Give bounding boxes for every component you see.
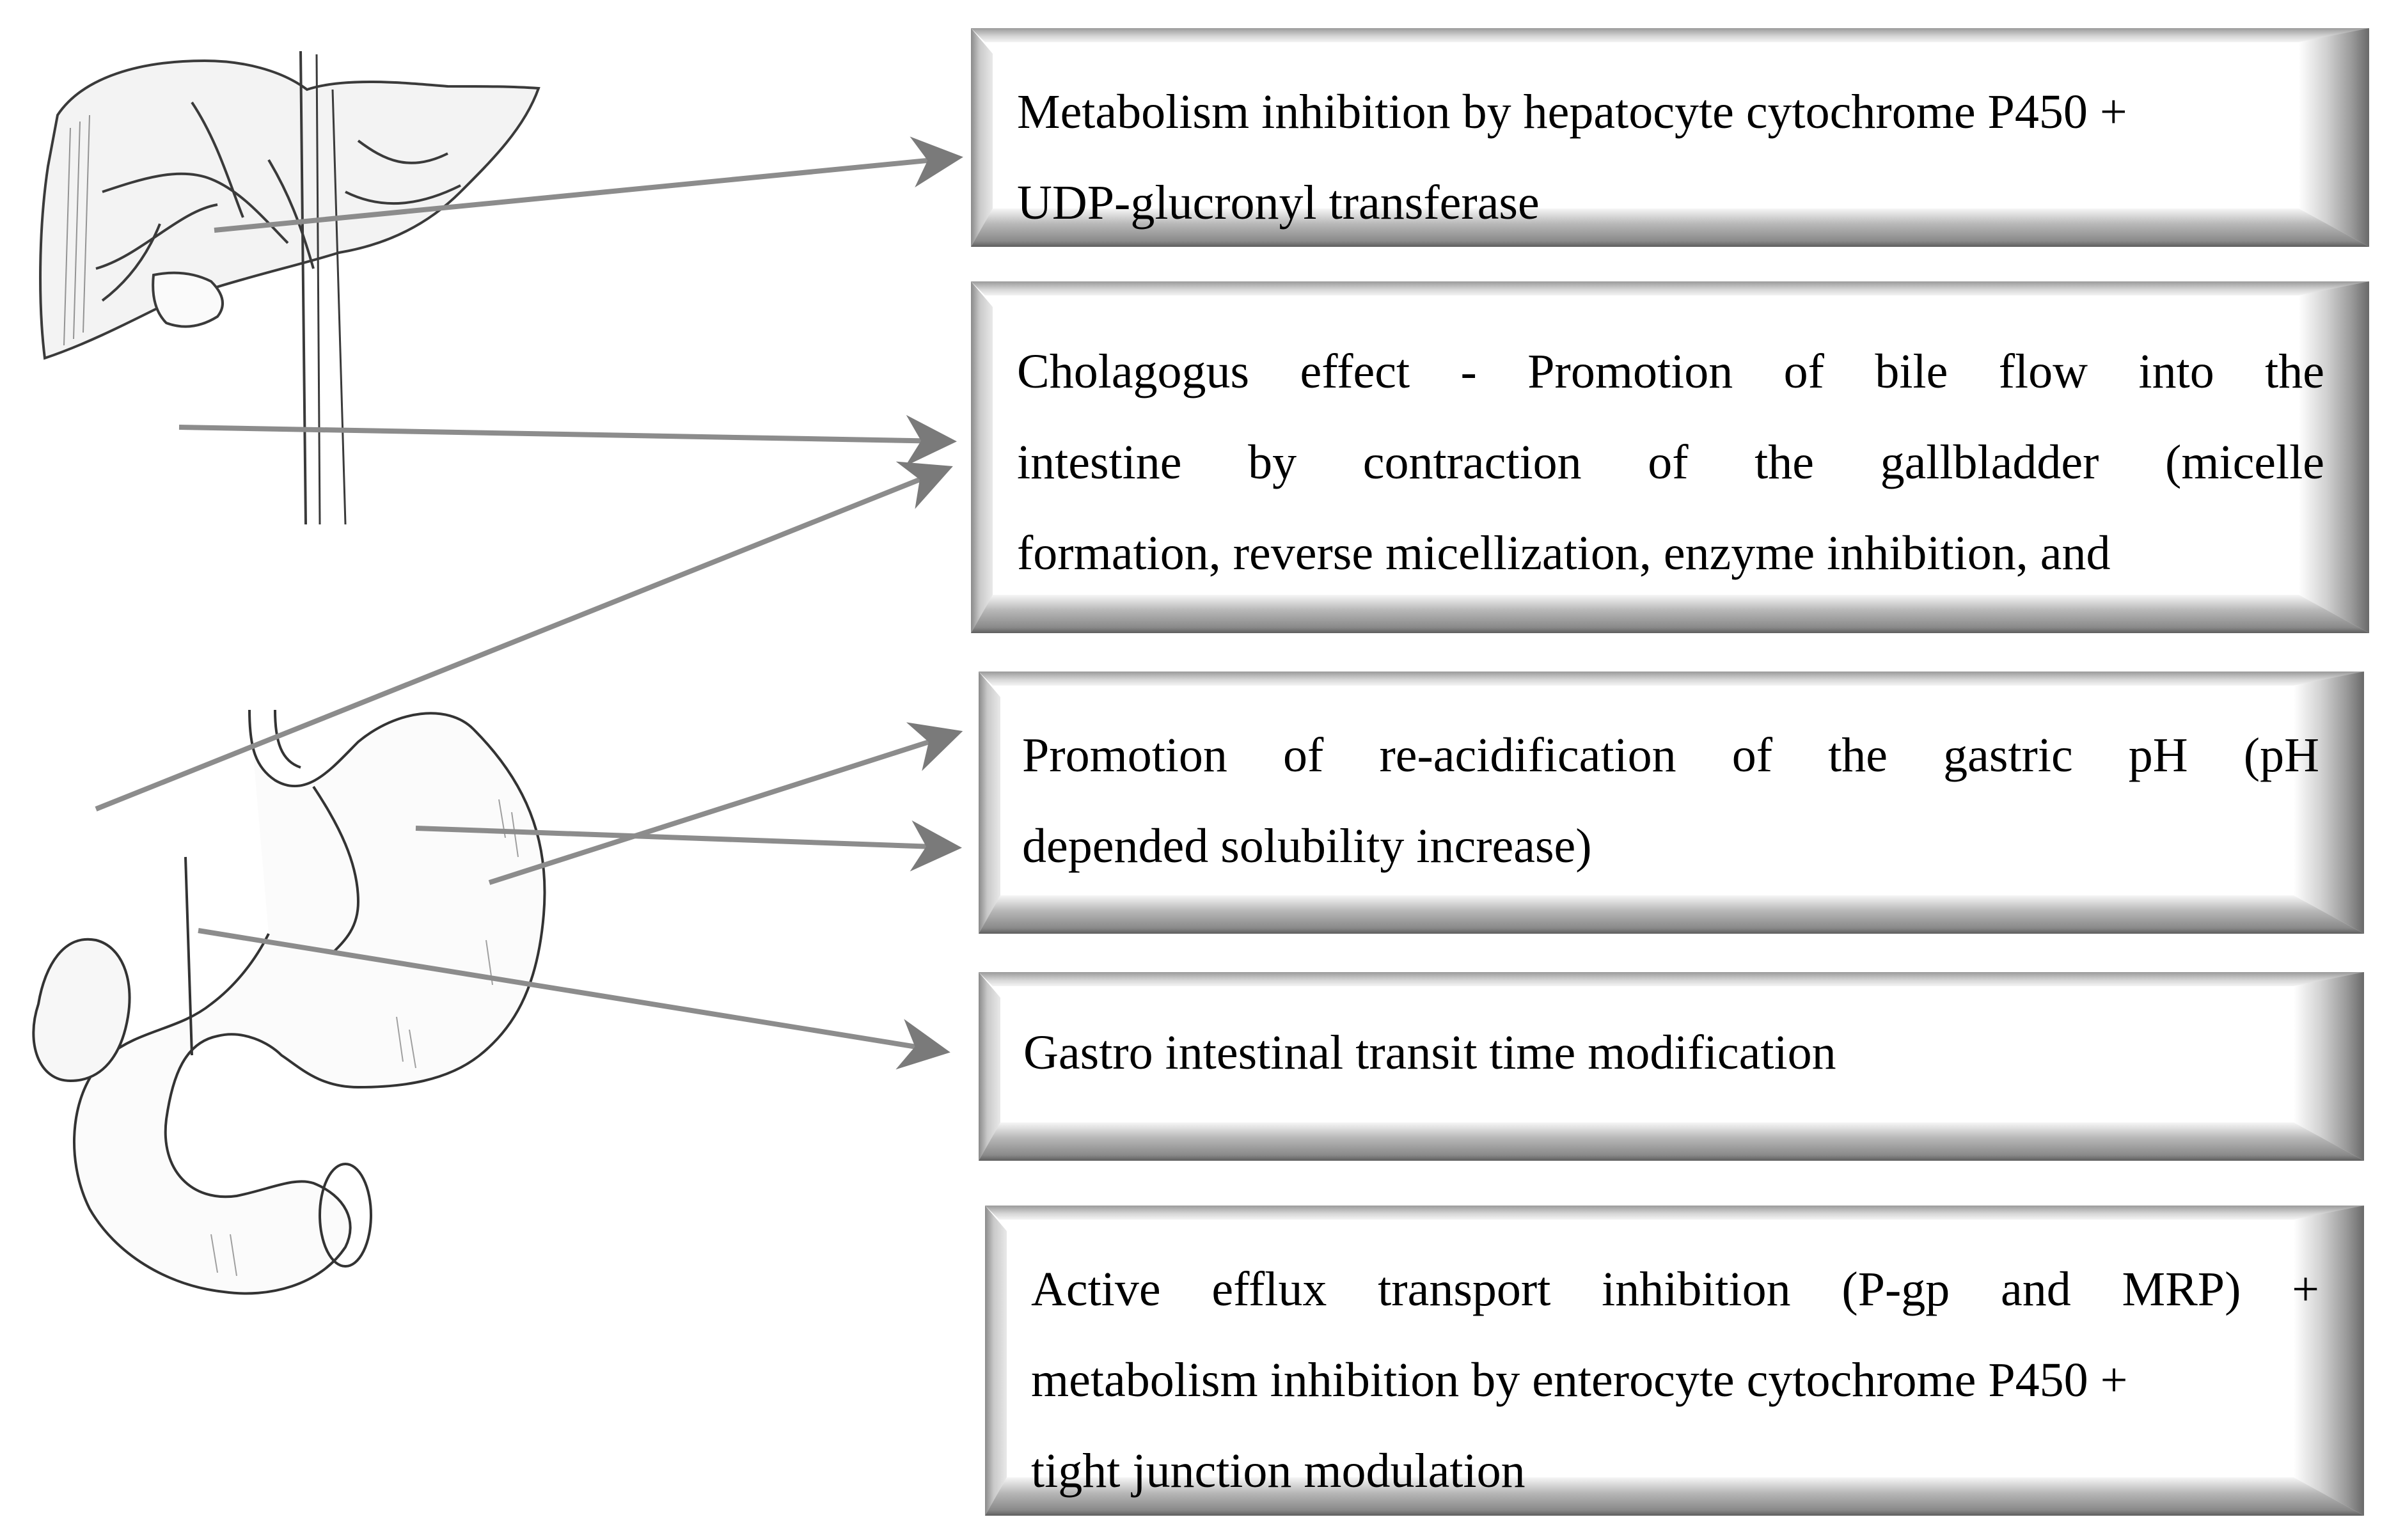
bevel-left <box>979 672 1000 934</box>
bevel-top <box>971 28 2369 42</box>
bevel-top <box>971 281 2369 295</box>
box-text-line: Active efflux transport inhibition (P-gp and MRP) + <box>1031 1262 2319 1316</box>
box-text-line: Cholagogus effect - Promotion of bile flow into the <box>1017 345 2324 398</box>
effect-box-gi-transit <box>979 972 2364 1161</box>
effect-box-gastric-ph <box>979 672 2364 934</box>
bevel-top <box>979 972 2364 986</box>
arrow-duodenum-to-box-5 <box>198 931 940 1051</box>
box-text-line: depended solubility increase) <box>1022 819 1592 873</box>
effect-box-efflux-transport <box>985 1206 2364 1516</box>
arrow-liver-to-box-1 <box>214 158 953 230</box>
box-text-line: Metabolism inhibition by hepatocyte cytochrome P450 + <box>1017 85 2127 139</box>
bevel-bottom <box>979 895 2364 934</box>
box-text-line: Promotion of re-acidification of the gastric pH (pH <box>1022 728 2319 782</box>
effect-box-cholagogus <box>971 281 2369 633</box>
box-text-line: intestine by contraction of the gallbladder (micelle <box>1017 436 2324 489</box>
effect-box-hepatic-metabolism <box>971 28 2369 247</box>
bevel-bottom <box>971 595 2369 633</box>
bevel-left <box>971 28 993 247</box>
box-text-line: metabolism inhibition by enterocyte cytochrome P450 + <box>1031 1353 2128 1407</box>
box-text-line: formation, reverse micellization, enzyme inhibition, and <box>1017 526 2111 580</box>
arrow-pylorus-to-box-4 <box>416 828 952 847</box>
bevel-top <box>985 1206 2364 1220</box>
bevel-left <box>971 281 993 633</box>
box-text-line: UDP-glucronyl transferase <box>1017 176 1540 230</box>
bevel-bottom <box>979 1122 2364 1161</box>
arrow-gallbladder-to-box-2 <box>179 427 947 441</box>
arrow-pancreas-to-box-2 <box>96 470 943 809</box>
bevel-left <box>985 1206 1007 1516</box>
arrow-stomach-to-box-3 <box>489 734 953 883</box>
box-text-line: tight junction modulation <box>1031 1444 1526 1498</box>
bevel-top <box>979 672 2364 686</box>
box-text-line: Gastro intestinal transit time modification <box>1023 1026 1836 1080</box>
